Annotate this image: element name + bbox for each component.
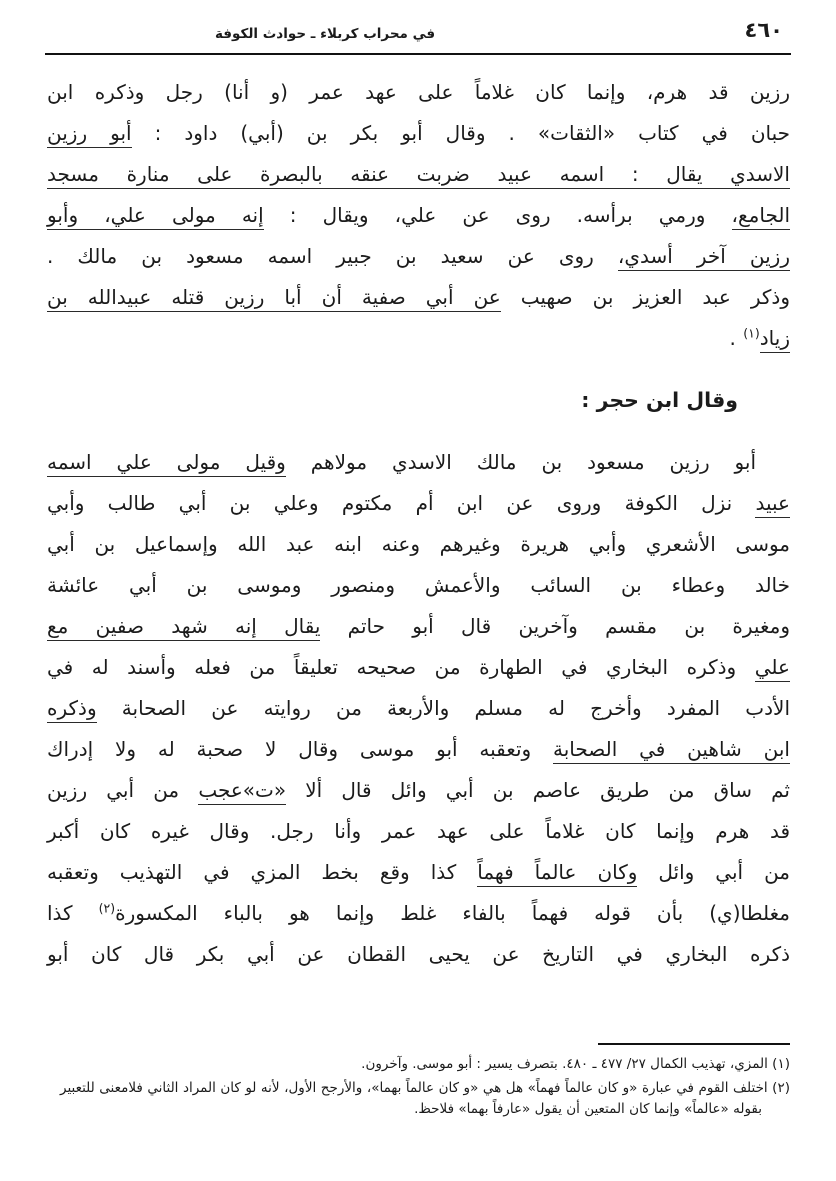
text-line	[47, 852, 790, 893]
underlined-text: «ت»عجب	[198, 778, 286, 805]
text-segment: الأدب المفرد وأخرج له مسلم والأربعة من روايته عن الصحابة	[96, 696, 790, 720]
text-line	[47, 893, 790, 934]
footnote-marker: (٢)	[98, 900, 116, 916]
text-line	[47, 195, 790, 236]
text-segment: ومغيرة بن مقسم وآخرين قال أبو حاتم	[320, 614, 790, 638]
text-segment: أبو رزين مسعود بن مالك الاسدي مولاهم	[285, 450, 757, 474]
running-header-title: في محراب كربلاء ـ حوادث الكوفة	[215, 26, 436, 42]
text-segment: ورمي برأسه. روى عن علي، ويقال :	[263, 203, 732, 227]
text-segment: خالد وعطاء بن السائب والأعمش ومنصور وموسى بن أبي عائشة	[47, 573, 790, 597]
text-line	[47, 729, 790, 770]
text-line	[47, 483, 790, 524]
text-line	[47, 442, 790, 483]
text-segment: نزل الكوفة وروى عن ابن أم مكتوم وعلي بن أبي طالب وأبي	[47, 491, 756, 515]
underlined-text: وذكره	[47, 696, 97, 723]
text-segment: روى عن سعيد بن جبير اسمه مسعود بن مالك .	[47, 244, 618, 268]
text-segment: من أبي وائل	[637, 860, 791, 884]
footnote-marker: (١)	[743, 325, 760, 341]
underlined-text: أبو رزين	[47, 121, 132, 148]
text-line	[47, 565, 790, 606]
text-segment: موسى الأشعري وأبي هريرة وغيرهم وعنه ابنه عبد الله وإسماعيل بن أبي	[47, 532, 790, 556]
text-line	[47, 688, 790, 729]
underlined-text: الاسدي يقال : اسمه عبيد ضربت عنقه بالبصرة على منارة مسجد	[47, 162, 790, 189]
text-line	[47, 236, 790, 277]
text-segment: .	[729, 326, 744, 350]
text-segment: من أبي رزين	[47, 778, 199, 802]
text-line	[47, 606, 790, 647]
underlined-text: الجامع،	[732, 203, 790, 230]
text-line	[47, 647, 790, 688]
text-segment: ذكره البخاري في التاريخ عن يحيى القطان عن أبي بكر قال كان أبو	[47, 942, 790, 966]
text-line	[47, 770, 790, 811]
underlined-text: إنه مولى علي، وأبو	[47, 203, 264, 230]
text-line	[47, 318, 790, 359]
body-text	[47, 72, 790, 975]
text-segment: حبان في كتاب «الثقات» . وقال أبو بكر بن (أبي) داود :	[131, 121, 790, 145]
underlined-text: عبيد	[755, 491, 790, 518]
text-segment: كذا وقع بخط المزي في التهذيب وتعقبه	[47, 860, 478, 884]
text-segment: قد هرم وإنما كان غلاماً على عهد عمر وأنا رجل. وقال غيره كان أكبر	[47, 819, 790, 843]
text-line	[47, 934, 790, 975]
underlined-text: رزين آخر أسدي،	[618, 244, 790, 271]
text-segment: وذكر عبد العزيز بن صهيب	[500, 285, 790, 309]
page-number: ٤٦٠	[744, 18, 783, 42]
text-line	[47, 72, 790, 113]
paragraph-2	[47, 442, 790, 975]
underlined-text: زياد	[760, 326, 790, 353]
footnote: (١) المزي، تهذيب الكمال ٢٧/ ٤٧٧ ـ ٤٨٠. بتصرف يسير : أبو موسى. وآخرون.	[361, 1056, 790, 1072]
text-segment: مغلطا(ي) بأن قوله فهماً بالفاء غلط وإنما هو بالباء المكسورة	[115, 901, 791, 925]
footnotes-section	[60, 1054, 790, 1123]
underlined-text: ابن شاهين في الصحابة	[553, 737, 790, 764]
text-line	[47, 811, 790, 852]
text-line	[47, 113, 790, 154]
underlined-text: عن أبي صفية أن أبا رزين قتله عبيدالله بن	[47, 285, 501, 312]
text-segment: رزين قد هرم، وإنما كان غلاماً على عهد عمر (و أنا) رجل وذكره ابن	[47, 80, 790, 104]
section-heading: وقال ابن حجر :	[581, 388, 738, 412]
footnote: (٢) اختلف القوم في عبارة «و كان عالماً فهماً» هل هي «و كان عالماً بهما»، والأرجح الأول، لأنه لو كان المراد الثاني فلامعنى للتعبير بقوله «عالماً» وإنما كان المتعين أن يقول «عارفاً بهما» فلاحظ.	[60, 1079, 790, 1117]
text-line	[47, 154, 790, 195]
paragraph-1	[47, 72, 790, 359]
header-divider	[45, 53, 791, 55]
underlined-text: وكان عالماً فهماً	[477, 860, 637, 887]
text-line	[47, 277, 790, 318]
underlined-text: يقال إنه شهد صفين مع	[47, 614, 320, 641]
text-segment: وتعقبه أبو موسى وقال لا صحبة له ولا إدراك	[47, 737, 553, 761]
text-segment: وذكره البخاري في الطهارة من صحيحه تعليقاً من فعله وأسند له في	[47, 655, 755, 679]
page-header	[45, 18, 791, 52]
text-segment: ثم ساق من طريق عاصم بن أبي وائل قال ألا	[286, 778, 791, 802]
underlined-text: وقيل مولى علي اسمه	[47, 450, 286, 477]
text-line	[47, 524, 790, 565]
text-segment: كذا	[47, 901, 99, 925]
footnote-divider	[598, 1043, 790, 1045]
underlined-text: علي	[755, 655, 790, 682]
